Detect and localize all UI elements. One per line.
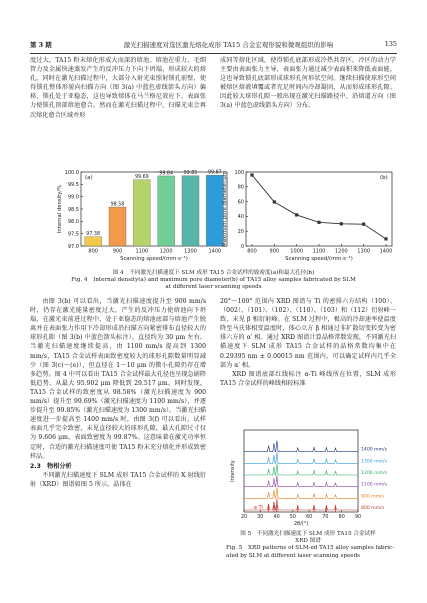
x-tick-label: 70 [322, 515, 329, 520]
section-heading: 2.3 物相分析 [30, 462, 72, 470]
caption-cn-line-2: XRD 图谱 [295, 538, 321, 545]
data-label: 97.38 [86, 232, 101, 238]
caption-cn-line-1: 图 5 不同激光扫描速度下 SLM 成形 TA15 合金试样 [240, 531, 376, 537]
caption-en-line-1: Fig. 4 Internal density(a) and maximum pore diameter(b) of TA15 alloy samples fabricated by SLM [71, 277, 356, 284]
x-tick-label: 1100 [135, 248, 149, 255]
data-point [250, 173, 253, 176]
y-tick-label: 97.5 [67, 231, 79, 238]
text-column-top-right [220, 56, 396, 111]
density-bar-chart [55, 166, 235, 270]
y-tick-label: 40 [237, 214, 244, 221]
y-tick-label: 100 [234, 169, 244, 176]
reference-label: α-Ti [253, 506, 263, 511]
data-point [384, 237, 387, 240]
text-column-top-left [30, 56, 206, 120]
xrd-pattern-chart [226, 426, 390, 530]
bar [158, 176, 175, 246]
y-tick-label: 98.0 [67, 219, 79, 226]
text-column-bottom-right [220, 297, 396, 388]
y-tick-label: 80 [237, 184, 244, 191]
issue-number: 第 3 期 [30, 41, 52, 49]
data-label: 99.84 [159, 171, 174, 177]
x-tick-label: 1200 [159, 248, 173, 255]
x-tick-label: 900 [112, 248, 123, 255]
y-axis-label: Intensity [230, 460, 236, 482]
xrd-series-line [244, 441, 358, 452]
header-rule [30, 53, 397, 54]
series-label: 1100 mm/s [361, 482, 388, 488]
x-tick-label: 1300 [184, 248, 197, 255]
data-label: 99.85 [183, 171, 198, 177]
pore-diameter-line-chart [220, 166, 400, 270]
paragraph: 成同等熔化区域，使得锁孔底部形成冷热共存区。冷区的动力学主要由表面张力主导，表面张力通过减少表面积来降低表面能，这也导致锁孔底部形成球形孔何形状空间。继续扫描使球形空间被熔区熔液填覆或者充足时间内冷却凝固，从而形成球形孔隙。因此较大球形孔隙一般出现在激光扫描路径中，沿熔道方向（图 3(a) 中蓝色虚线箭头方向）分布。 [220, 57, 396, 110]
y-tick-label: 97.0 [67, 243, 79, 250]
data-point [317, 221, 320, 224]
x-tick-label: 800 [88, 248, 98, 255]
x-axis-label: 2θ/(°) [293, 521, 309, 527]
page-header [30, 40, 397, 52]
data-point [362, 223, 365, 226]
x-tick-label: 60 [306, 515, 313, 520]
series-label: 800 mm/s [361, 506, 385, 511]
series-label: 1400 mm/s [361, 447, 388, 453]
bar [109, 207, 126, 246]
data-point [340, 222, 343, 225]
xrd-series-line [244, 464, 358, 475]
caption-en-line-2: at different laser scanning speeds [165, 284, 262, 291]
caption-en-line-2: ated by SLM at different laser scanning speeds [226, 552, 361, 559]
x-tick-label: 1400 [208, 248, 222, 255]
x-tick-label: 800 [247, 248, 257, 255]
x-tick-label: 1400 [379, 248, 393, 255]
data-point [273, 200, 276, 203]
caption-en-line-1: Fig. 5 XRD patterns of SLM-ed TA15 alloy samples fabric- [226, 545, 395, 552]
y-tick-label: 98.5 [67, 206, 79, 213]
x-tick-label: 1200 [334, 248, 348, 255]
x-tick-label: 40 [273, 515, 280, 520]
running-title: 激光扫描速度对选区激光熔化成形 TA15 合金宏观形貌和微观组织的影响 [123, 41, 334, 49]
x-tick-label: 30 [257, 515, 264, 520]
figure-5-caption [222, 531, 394, 560]
y-tick-label: 99.5 [67, 182, 79, 189]
caption-cn: 图 4 不同激光扫描速度下 SLM 成形 TA15 合金试样的致密度(a)和最大孔径(b) [112, 270, 315, 276]
text-column-bottom-left [30, 297, 206, 489]
panel-label: (a) [85, 175, 93, 181]
x-axis-label: Scanning speed/(mm·s⁻¹) [285, 256, 353, 262]
series-line [252, 175, 386, 239]
x-axis-label: Scanning speed/(mm·s⁻¹) [120, 256, 188, 262]
figure-4-caption [30, 270, 397, 292]
paragraph: 不同激光扫描速度下 SLM 成形 TA15 合金试样的 X 射线衍射（XRD）图谱如图 5 所示。晶体在 [30, 471, 206, 488]
y-tick-label: 99.0 [67, 194, 79, 201]
figure-5 [226, 426, 390, 530]
y-axis-label: Maximum pore diameter/μm [222, 171, 228, 247]
x-tick-label: 1100 [312, 248, 326, 255]
paragraph: 度过大，TA15 粉末熔化形成大而深的熔池。熔池在重力、毛细管力及金属快速蒸发产生的反冲压力下向下坍塌，形成较大的熔孔。同时在激光扫描过程中，大部分入射光束照射锁孔前壁，使得锁孔整体形貌向扫描方向（图 3(a) 中蓝色虚线箭头方向）偏移，锁孔处于亚稳态，这也导致熔体在马兰格尼效应下，表面张力使锁孔顶部熔池愈合。然而在激光扫描过程中，扫描光束会再次熔化愈合区域并形 [30, 57, 206, 119]
bar [182, 176, 199, 246]
paragraph: 由图 3(b) 可以看出，当激光扫描速度提升至 900 mm/s 时，仍存在激光能量密度过大，产生的反冲压力使熔池向下坍塌，在激光束前进过程中，处于亚稳态的熔池底部与熔池产生脱离并在表面张力作用下冷却形成沿扫描方向紧密排布直径较大的球形孔隙（图 3(b) 中蓝色箭头标注），直径约为 30 μm 左右。当激光扫描速度继续提高，由 1100 mm/s 提高到 1300 mm/s，TA15 合金试样表面致密度较大的球形孔隙数量明显减少（图 3(c)～(e)），但直径在 1～10 μm 的微小孔隙仍存在增多趋势。图 4 中可以看出 TA15 合金试样最大孔径也呈现急剧降低趋势，从最大 95.902 μm 降低到 29.517 μm。同时发现，TA15 合金试样的致密度从 98.58%（激光扫描速度为 900 mm/s）提升至 99.69%（激光扫描速度为 1100 mm/s），并逐步提升至 99.85%（激光扫描速度为 1300 mm/s）。当激光扫描速度进一步提高至 1400 mm/s 时，由图 3(f) 可以看出，试样表面几乎完全致密，未见直径较大的球形孔隙，最大孔隙尺寸仅为 9.606 μm，表面致密度为 99.87%。这意味着在激光功率恒定时，合适的激光扫描速度可使 TA15 粉末充分熔化并形成致密样品。 [30, 298, 206, 460]
x-tick-label: 1000 [290, 248, 304, 255]
bar [133, 180, 150, 246]
data-label: 99.69 [134, 175, 149, 181]
panel-label: (b) [380, 175, 388, 181]
x-tick-label: 50 [289, 515, 296, 520]
data-label: 98.58 [110, 202, 125, 208]
paragraph: XRD 图谱底部红线标注 α-Ti 峰线所在位置，SLM 成形 TA15 合金试样的峰线相较标准 [220, 370, 396, 387]
xrd-series-line [244, 452, 358, 463]
page-number: 135 [384, 40, 397, 48]
y-tick-label: 20 [237, 229, 244, 235]
y-tick-label: 60 [237, 199, 244, 206]
y-tick-label: 100.0 [64, 169, 79, 176]
x-tick-label: 80 [338, 515, 345, 520]
x-tick-label: 1300 [357, 248, 371, 255]
x-tick-label: 90 [354, 515, 362, 520]
x-tick-label: 20 [240, 515, 248, 520]
series-label: 1200 mm/s [361, 471, 388, 476]
xrd-series-line [244, 487, 358, 498]
series-label: 1300 mm/s [361, 459, 388, 465]
plot-frame [246, 172, 392, 246]
paragraph: 20°～100° 范围内 XRD 图谱与 Ti 的密排六方结构（100）、（002）、（101）、（102）、（110）、（103）和（112）衍射峰一致，未见 β 相衍射峰。在 SLM 过程中，极高的冷却速率使温度降至马氏体相变温度时，体心立方 β 相通过非扩散切变转变为密排六方的 α′ 相。通过 XRD 图谱计算晶格常数发现，不同激光扫描速度下 SLM 成形 TA15 合金试样的晶格常数均集中在 0.29395 nm ± 0.00015 nm 范围内，可以确定试样内几乎全部为 α′ 相。 [220, 298, 396, 369]
x-tick-label: 900 [269, 248, 280, 255]
plot-frame [81, 172, 227, 246]
data-point [295, 213, 298, 216]
series-label: 900 mm/s [361, 494, 385, 500]
plot-frame [244, 430, 358, 512]
bar [85, 237, 102, 246]
y-tick-label: 0 [240, 243, 244, 250]
data-label: 99.87 [207, 170, 222, 176]
y-axis-label: Internal density/% [57, 184, 63, 234]
xrd-series-line [244, 476, 358, 487]
